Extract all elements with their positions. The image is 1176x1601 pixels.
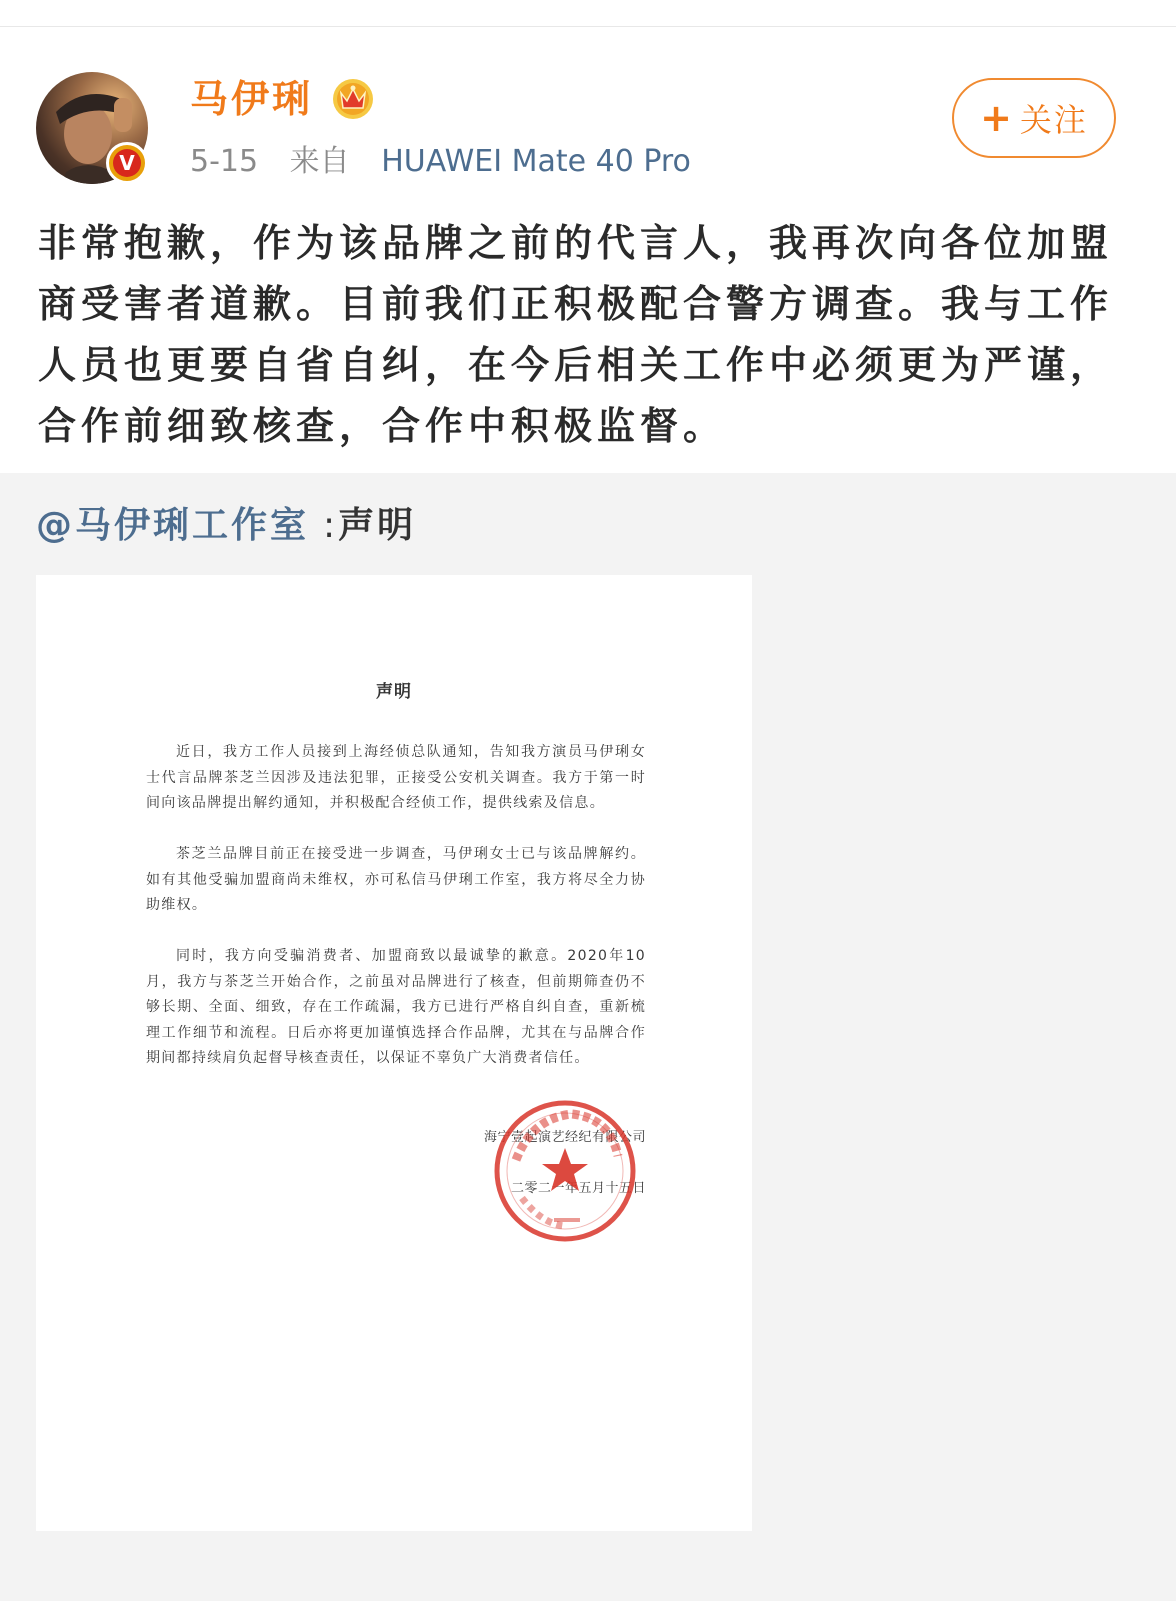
source-prefix: 来自: [289, 144, 350, 179]
device-link[interactable]: HUAWEI Mate 40 Pro: [381, 144, 691, 179]
top-bar: [0, 0, 1176, 27]
follow-button[interactable]: [952, 78, 1116, 158]
document-paragraph: 同时，我方向受骗消费者、加盟商致以最诚挚的歉意。2020年10月，我方与茶芝兰开始合作，之前虽对品牌进行了核查，但前期筛查仍不够长期、全面、细致，存在工作疏漏，我方已进行严格自纠自查，重新梳理工作细节和流程。日后亦将更加谨慎选择合作品牌，尤其在与品牌合作期间都持续肩负起督导核查责任，以保证不辜负广大消费者信任。: [146, 948, 646, 1066]
post-date: 5-15: [190, 144, 259, 179]
verified-badge-icon: V: [106, 142, 148, 184]
repost-separator: :: [323, 505, 339, 546]
username[interactable]: 马伊琍: [190, 77, 314, 121]
repost-header: [36, 500, 416, 552]
document-paragraph: 茶芝兰品牌目前正在接受进一步调查，马伊琍女士已与该品牌解约。如有其他受骗加盟商尚未维权，亦可私信马伊琍工作室，我方将尽全力协助维权。: [146, 846, 646, 913]
mention-link[interactable]: @马伊琍工作室: [36, 505, 310, 546]
plus-icon: +: [980, 96, 1014, 140]
document-paragraph: 近日，我方工作人员接到上海经侦总队通知，告知我方演员马伊琍女士代言品牌茶芝兰因涉及违法犯罪，正接受公安机关调查。我方于第一时间向该品牌提出解约通知，并积极配合经侦工作，提供线索及信息。: [146, 744, 646, 811]
repost-title: 声明: [338, 505, 417, 546]
crown-icon[interactable]: [330, 75, 376, 121]
follow-label: 关注: [1019, 101, 1088, 139]
post-text: 非常抱歉，作为该品牌之前的代言人，我再次向各位加盟商受害者道歉。目前我们正积极配合警方调查。我与工作人员也更要自省自纠，在今后相关工作中必须更为严谨，合作前细致核查，合作中积极监督。: [38, 220, 1114, 448]
post-meta: [190, 140, 691, 184]
company-seal-icon: [492, 1098, 638, 1244]
document-company: 海宁壹起演艺经纪有限公司: [483, 1130, 646, 1145]
document-title: 声明: [376, 682, 412, 702]
document-date: 二零二一年五月十五日: [510, 1181, 646, 1196]
